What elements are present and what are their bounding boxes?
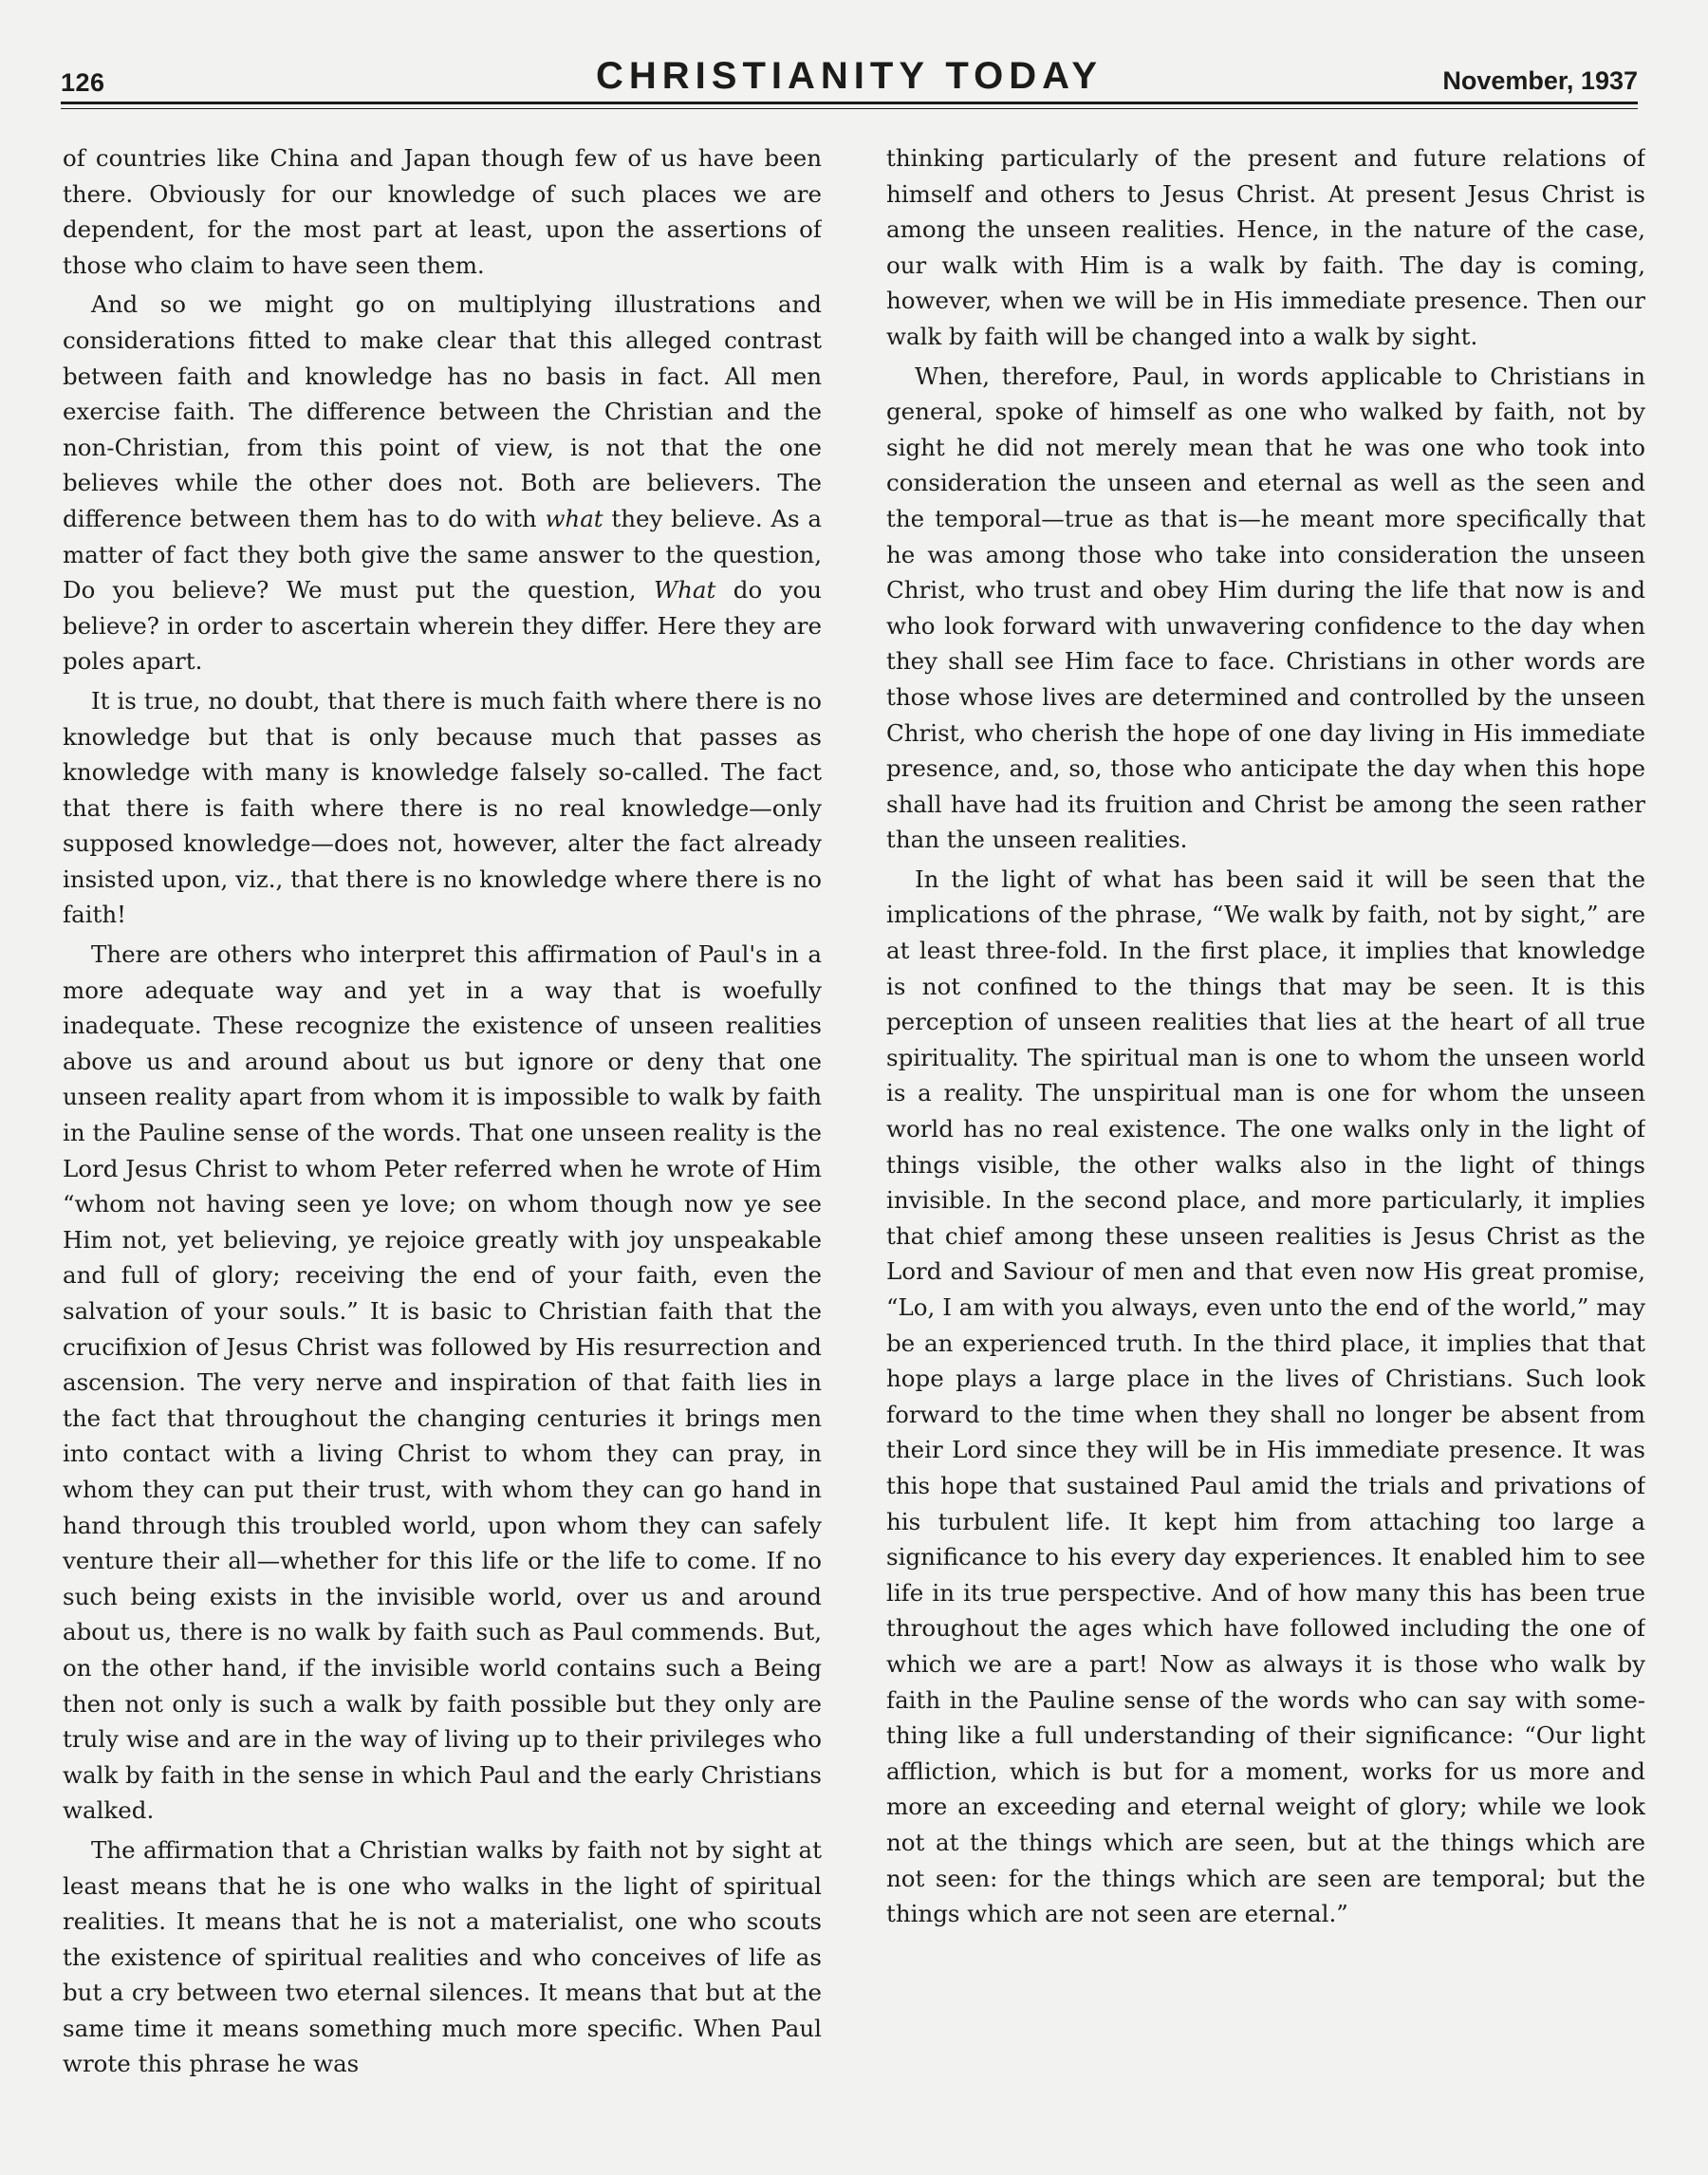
paragraph-text: do you believe? in order to ascertain wherein they differ. Here they are poles apart. <box>63 576 822 676</box>
right-column <box>886 140 1645 2105</box>
paragraph-text: And so we might go on multiplying illustrations and considerations fitted to make clear that this alleged contrast between faith and knowledge has no basis in fact. All men exercise faith. The difference between the Christian and the non-Christian, from this point of view, is not that the one believes while the other does not. Both are believers. The difference between them has to do with <box>63 290 822 532</box>
page-number: 126 <box>61 68 105 97</box>
paragraph: There are others who interpret this affirmation of Paul's in a more adequate way and yet in a way that is woefully inadequate. These recognize the existence of unseen realities above us and around about us but ignore or deny that one unseen reality apart from whom it is impossible to walk by faith in the Pauline sense of the words. That one unseen reality is the Lord Jesus Christ to whom Peter referred when he wrote of Him “whom not having seen ye love; on whom though now ye see Him not, yet believing, ye rejoice greatly with joy unspeakable and full of glory; receiving the end of your faith, even the salvation of your souls.” It is basic to Christian faith that the crucifixion of Jesus Christ was followed by His resurrection and ascension. The very nerve and inspiration of that faith lies in the fact that throughout the changing centuries it brings men into contact with a living Christ to whom they can pray, in whom they can put their trust, with whom they can go hand in hand through this troubled world, upon whom they can safely venture their all—whether for this life or the life to come. If no such being exists in the invisible world, over us and around about us, there is no walk by faith such as Paul commends. But, on the other hand, if the invisible world contains such a Being then not only is such a walk by faith possible but they only are truly wise and are in the way of living up to their privileges who walk by faith in the sense in which Paul and the early Christians walked. <box>63 940 822 1825</box>
article-body <box>63 140 1645 2105</box>
paragraph: thinking particularly of the present and future relations of himself and others to Jesus Christ. At present Jesus Christ is among the unseen realities. Hence, in the nature of the case, our walk with Him is a walk by faith. The day is coming, however, when we will be in His immediate presence. Then our walk by faith will be changed into a walk by sight. <box>886 144 1645 350</box>
header-rule-thick <box>61 102 1638 104</box>
emphasis-text: What <box>653 576 716 604</box>
paragraph-text: they believe. As a matter of fact they both give the same answer to the question, Do you believe? We must put the question, <box>63 504 822 604</box>
paragraph: The affirmation that a Christian walks by faith not by sight at least means that he is one who walks in the light of spiritual realities. It means that he is not a materialist, one who scouts the existence of spiritual realities and who conceives of life as but a cry between two eternal silences. It means that but at the same time it means something much more specific. When Paul wrote this phrase he was <box>63 1835 822 2078</box>
emphasis-text: what <box>545 504 603 532</box>
paragraph: When, therefore, Paul, in words applicable to Christians in general, spoke of himself as one who walked by faith, not by sight he did not merely mean that he was one who took into consideration the unseen and eternal as well as the seen and the temporal—true as that is—he meant more specifically that he was among those who take into consideration the unseen Christ, who trust and obey Him during the life that now is and who look forward with unwavering confidence to the day when they shall see Him face to face. Christians in other words are those whose lives are determined and controlled by the unseen Christ, who cherish the hope of one day living in His immediate presence, and, so, those who anticipate the day when this hope shall have had its fruition and Christ be among the seen rather than the unseen realities. <box>886 362 1645 854</box>
paragraph: It is true, no doubt, that there is much faith where there is no knowledge but that is only because much that passes as knowledge with many is knowledge falsely so-called. The fact that there is faith where there is no real knowledge—only supposed knowledge—does not, however, alter the fact already insisted upon, viz., that there is no knowledge where there is no faith! <box>63 686 822 929</box>
paragraph: In the light of what has been said it will be seen that the implications of the phrase, “We walk by faith, not by sight,” are at least three-fold. In the first place, it implies that knowledge is not confined to the things that may be seen. It is this perception of unseen realities that lies at the heart of all true spirituality. The spiritual man is one to whom the unseen world is a reality. The unspiritual man is one for whom the unseen world has no real existence. The one walks only in the light of things visible, the other walks also in the light of things invisible. In the second place, and more particularly, it implies that chief among these unseen realities is Jesus Christ as the Lord and Saviour of men and that even now His great promise, “Lo, I am with you always, even unto the end of the world,” may be an experienced truth. In the third place, it implies that that hope plays a large place in the lives of Christians. Such look forward to the time when they shall no longer be absent from their Lord since they will be in His immediate presence. It was this hope that sustained Paul amid the trials and privations of his turbulent life. It kept him from attaching too large a significance to his every day experiences. It enabled him to see life in its true perspective. And of how many this has been true throughout the ages which have followed including the one of which we are a part! Now as always it is those who walk by faith in the Pauline sense of the words who can say with something like a full understanding of their significance: “Our light affliction, which is but for a moment, works for us more and more an exceeding and eternal weight of glory; while we look not at the things which are seen, but at the things which are not seen: for the things which are seen are temporal; but the things which are not seen are eternal.” <box>886 864 1645 1928</box>
header-rule-thin <box>61 108 1638 109</box>
paragraph <box>63 287 822 679</box>
issue-date: November, 1937 <box>1442 66 1638 95</box>
magazine-title: CHRISTIANITY TODAY <box>596 55 1103 97</box>
paragraph: of countries like China and Japan though few of us have been there. Obviously for our knowledge of such places we are dependent, for the most part at least, upon the assertions of those who claim to have seen them. <box>63 144 822 279</box>
page-header <box>61 55 1638 102</box>
left-column <box>63 140 822 2105</box>
